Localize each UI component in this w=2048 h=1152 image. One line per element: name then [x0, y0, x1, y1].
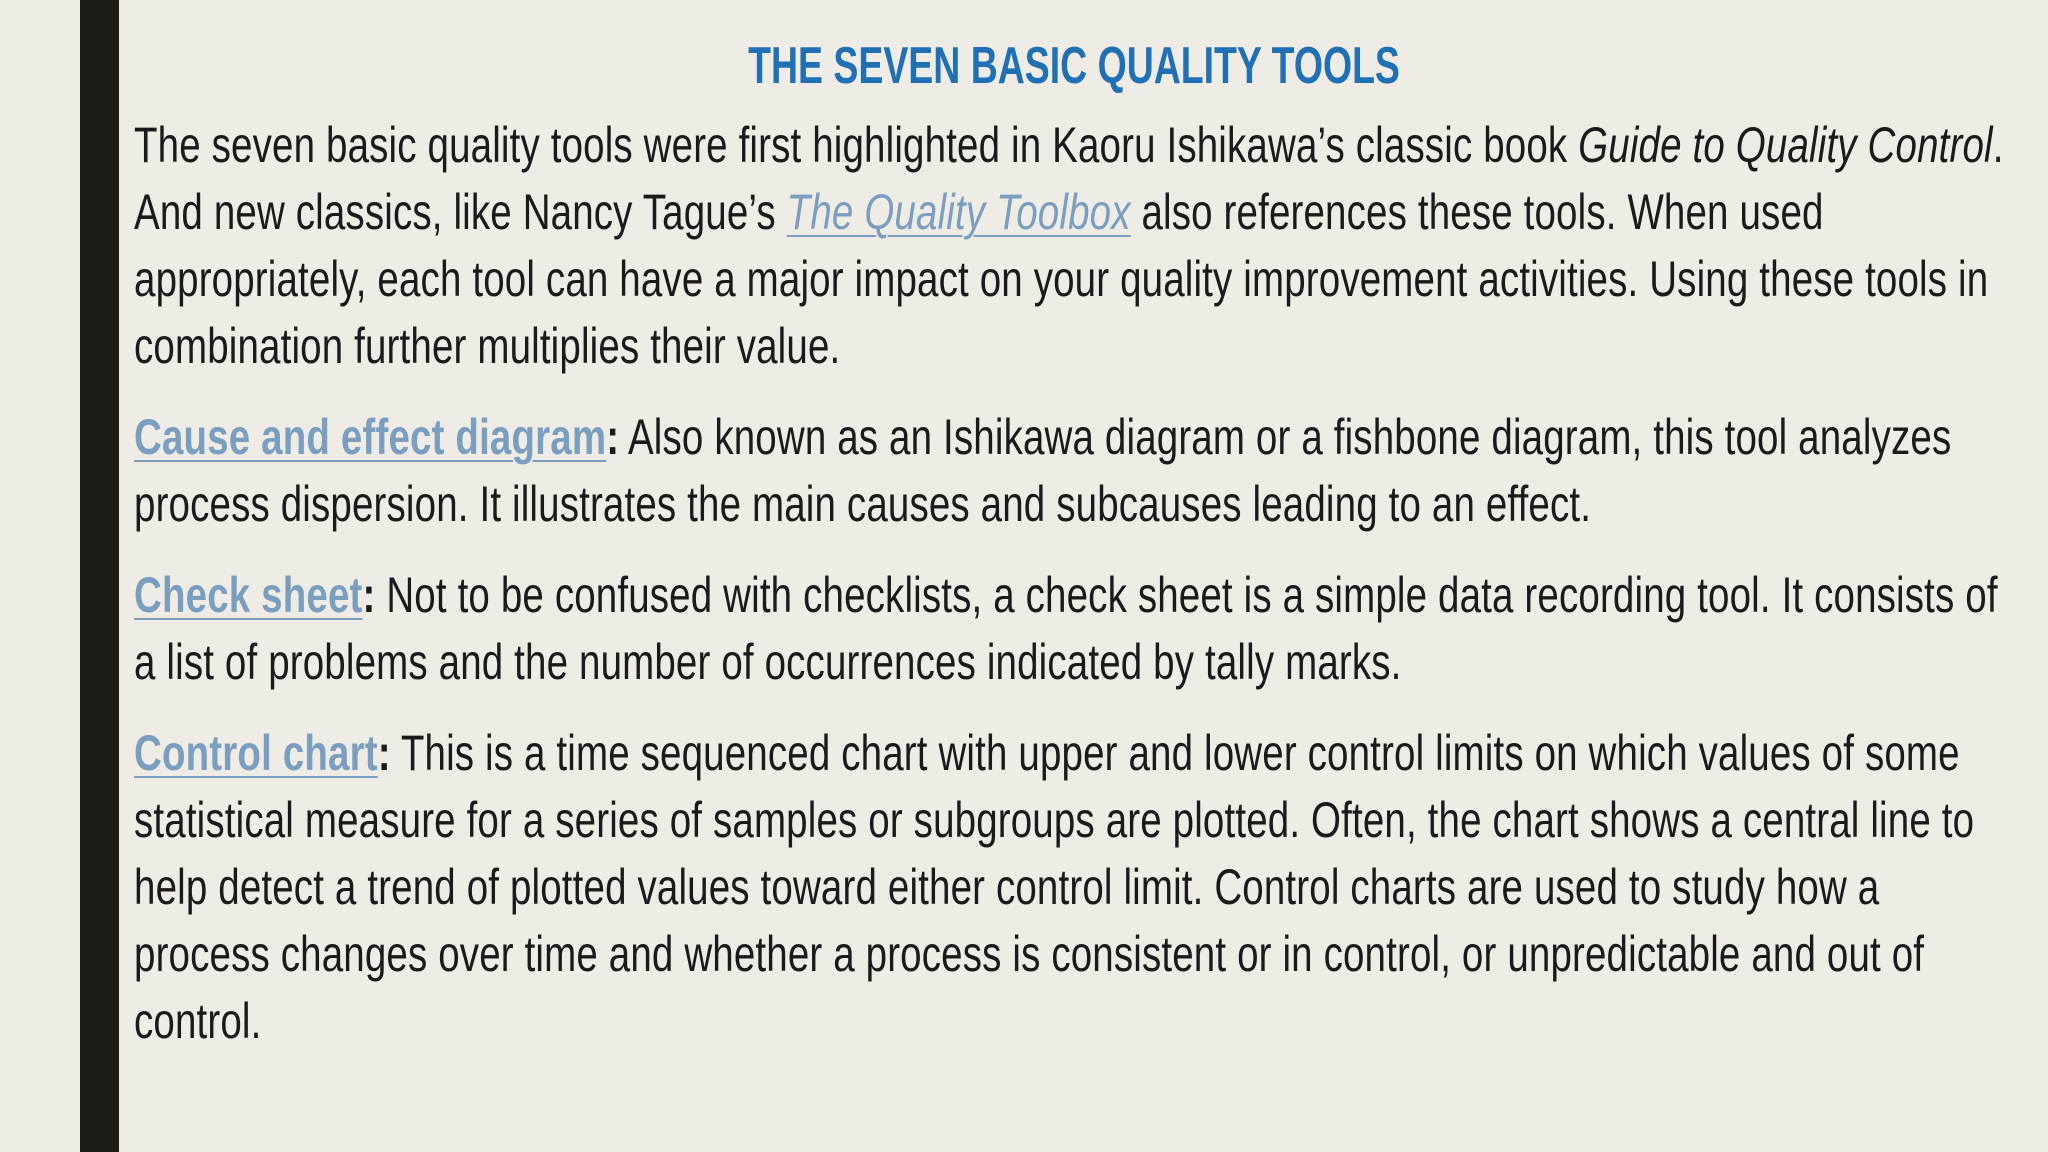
control-chart-link[interactable]: Control chart	[134, 725, 378, 781]
term-colon: :	[362, 567, 376, 623]
intro-text-3: also references these tools. When used appropriately, each tool can have a major impact on your quality improvement activities. Using these tools in combination further multiplies their value.	[134, 184, 1989, 374]
cause-effect-diagram-link[interactable]: Cause and effect diagram	[134, 409, 607, 465]
check-sheet-description: Not to be confused with checklists, a check sheet is a simple data recording tool. It consists of a list of problems and the number of occurrences indicated by tally marks.	[134, 567, 1998, 690]
book-title: Guide to Quality Control	[1578, 117, 1993, 173]
control-chart-description: This is a time sequenced chart with upper and lower control limits on which values of some statistical measure for a series of samples or subgroups are plotted. Often, the chart shows a central line to help detect a trend of plotted values toward either control limit. Control charts are used to study how a process changes over time and whether a process is consistent or in control, or unpredictable and out of control.	[134, 725, 1975, 1049]
intro-text-1: The seven basic quality tools were first highlighted in Kaoru Ishikawa’s classic book	[134, 117, 1579, 173]
intro-paragraph	[134, 112, 2013, 380]
slide-title: THE SEVEN BASIC QUALITY TOOLS	[748, 37, 1400, 95]
quality-toolbox-link[interactable]: The Quality Toolbox	[786, 184, 1131, 240]
term-colon: :	[377, 725, 391, 781]
left-accent-bar	[80, 0, 119, 1152]
tool-control-chart	[134, 720, 2013, 1055]
check-sheet-link[interactable]: Check sheet	[134, 567, 363, 623]
cause-effect-description: Also known as an Ishikawa diagram or a fishbone diagram, this tool analyzes process dispersion. It illustrates the main causes and subcauses leading to an effect.	[134, 409, 1952, 532]
tool-cause-effect	[134, 404, 2013, 538]
term-colon: :	[606, 409, 620, 465]
intro-text-2: . And new classics, like Nancy Tague’s	[134, 117, 2004, 240]
slide-content	[134, 34, 2014, 1055]
tool-check-sheet	[134, 562, 2013, 696]
